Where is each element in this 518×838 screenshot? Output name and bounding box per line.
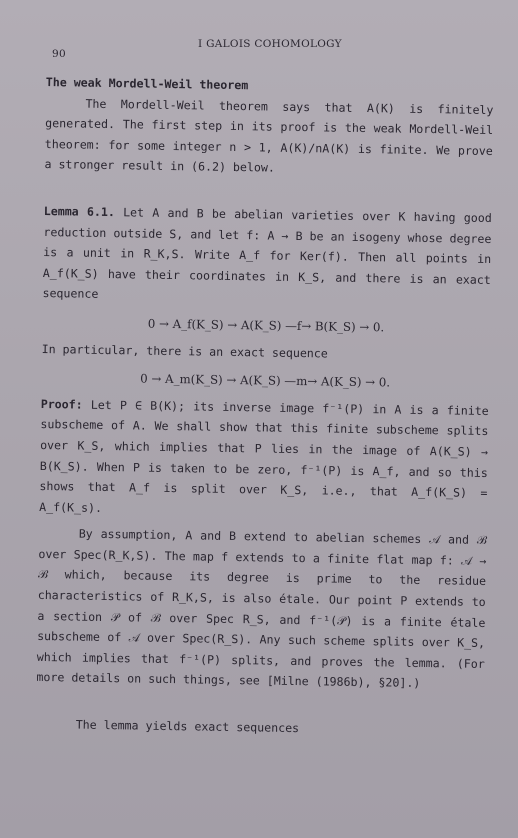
page-number: 90 (52, 48, 66, 60)
lemma-label: Lemma 6.1. (43, 203, 115, 220)
lemma-paragraph (42, 201, 492, 311)
chapter-title: I GALOIS COHOMOLOGY (198, 38, 342, 50)
continuation-line: The lemma yields exact sequences (75, 717, 300, 736)
proof-paragraph (39, 394, 489, 525)
body-text (36, 72, 494, 742)
exact-sequence-1: 0 → A_f(K_S) → A(K_S) —f→ B(K_S) → 0. (147, 316, 385, 335)
proof-label: Proof: (40, 396, 83, 412)
section-heading: The weak Mordell-Weil theorem (45, 74, 249, 93)
running-head (48, 34, 488, 60)
proof-text: Let P ∈ B(K); its inverse image f⁻¹(P) in A is a finite subscheme of A. We shall show that this finite subscheme splits over K_S, which implies that P lies in the image of A(K_S) → B(K_S). When P is taken to be zero, f⁻¹(P) is A_f, and so this shows that A_f is split over K_S, i.e., that A_f(K_S) = A_f(K_s). (39, 397, 489, 515)
proof-paragraph-2: By assumption, A and B extend to abelian schemes 𝒜 and ℬ over Spec(R_K,S). The map f extends to a finite flat map f: 𝒜 → ℬ which, because its degree is prime to the residue characteristics of R_K,S, is also étale. Our point P extends to a section 𝒫 of ℬ over Spec R_S, and f⁻¹(𝒫) is a finite étale subscheme of 𝒜 over Spec(R_S). Any such scheme splits over K_S, which implies that f⁻¹(P) splits, and proves the lemma. (For more details on such things, see [Milne (1986b), §20].) (36, 526, 487, 691)
intro-paragraph: The Mordell-Weil theorem says that A(K) is finitely generated. The first step in its proof is the weak Mordell-Weil theorem: for some integer n > 1, A(K)/nA(K) is finite. We prove a stronger result in (6.2) below. (44, 96, 494, 175)
lemma-text: Let A and B be abelian varieties over K having good reduction outside S, and let f: A → B be an isogeny whose degree is a unit in R_K,S. Write A_f for Ker(f). Then all points in A_f(K_S) have their coordinates in K_S, and there is an exact sequence (42, 205, 492, 302)
exact-sequence-2: 0 → A_m(K_S) → A(K_S) —m→ A(K_S) → 0. (140, 371, 391, 390)
particular-line: In particular, there is an exact sequence (41, 341, 328, 360)
